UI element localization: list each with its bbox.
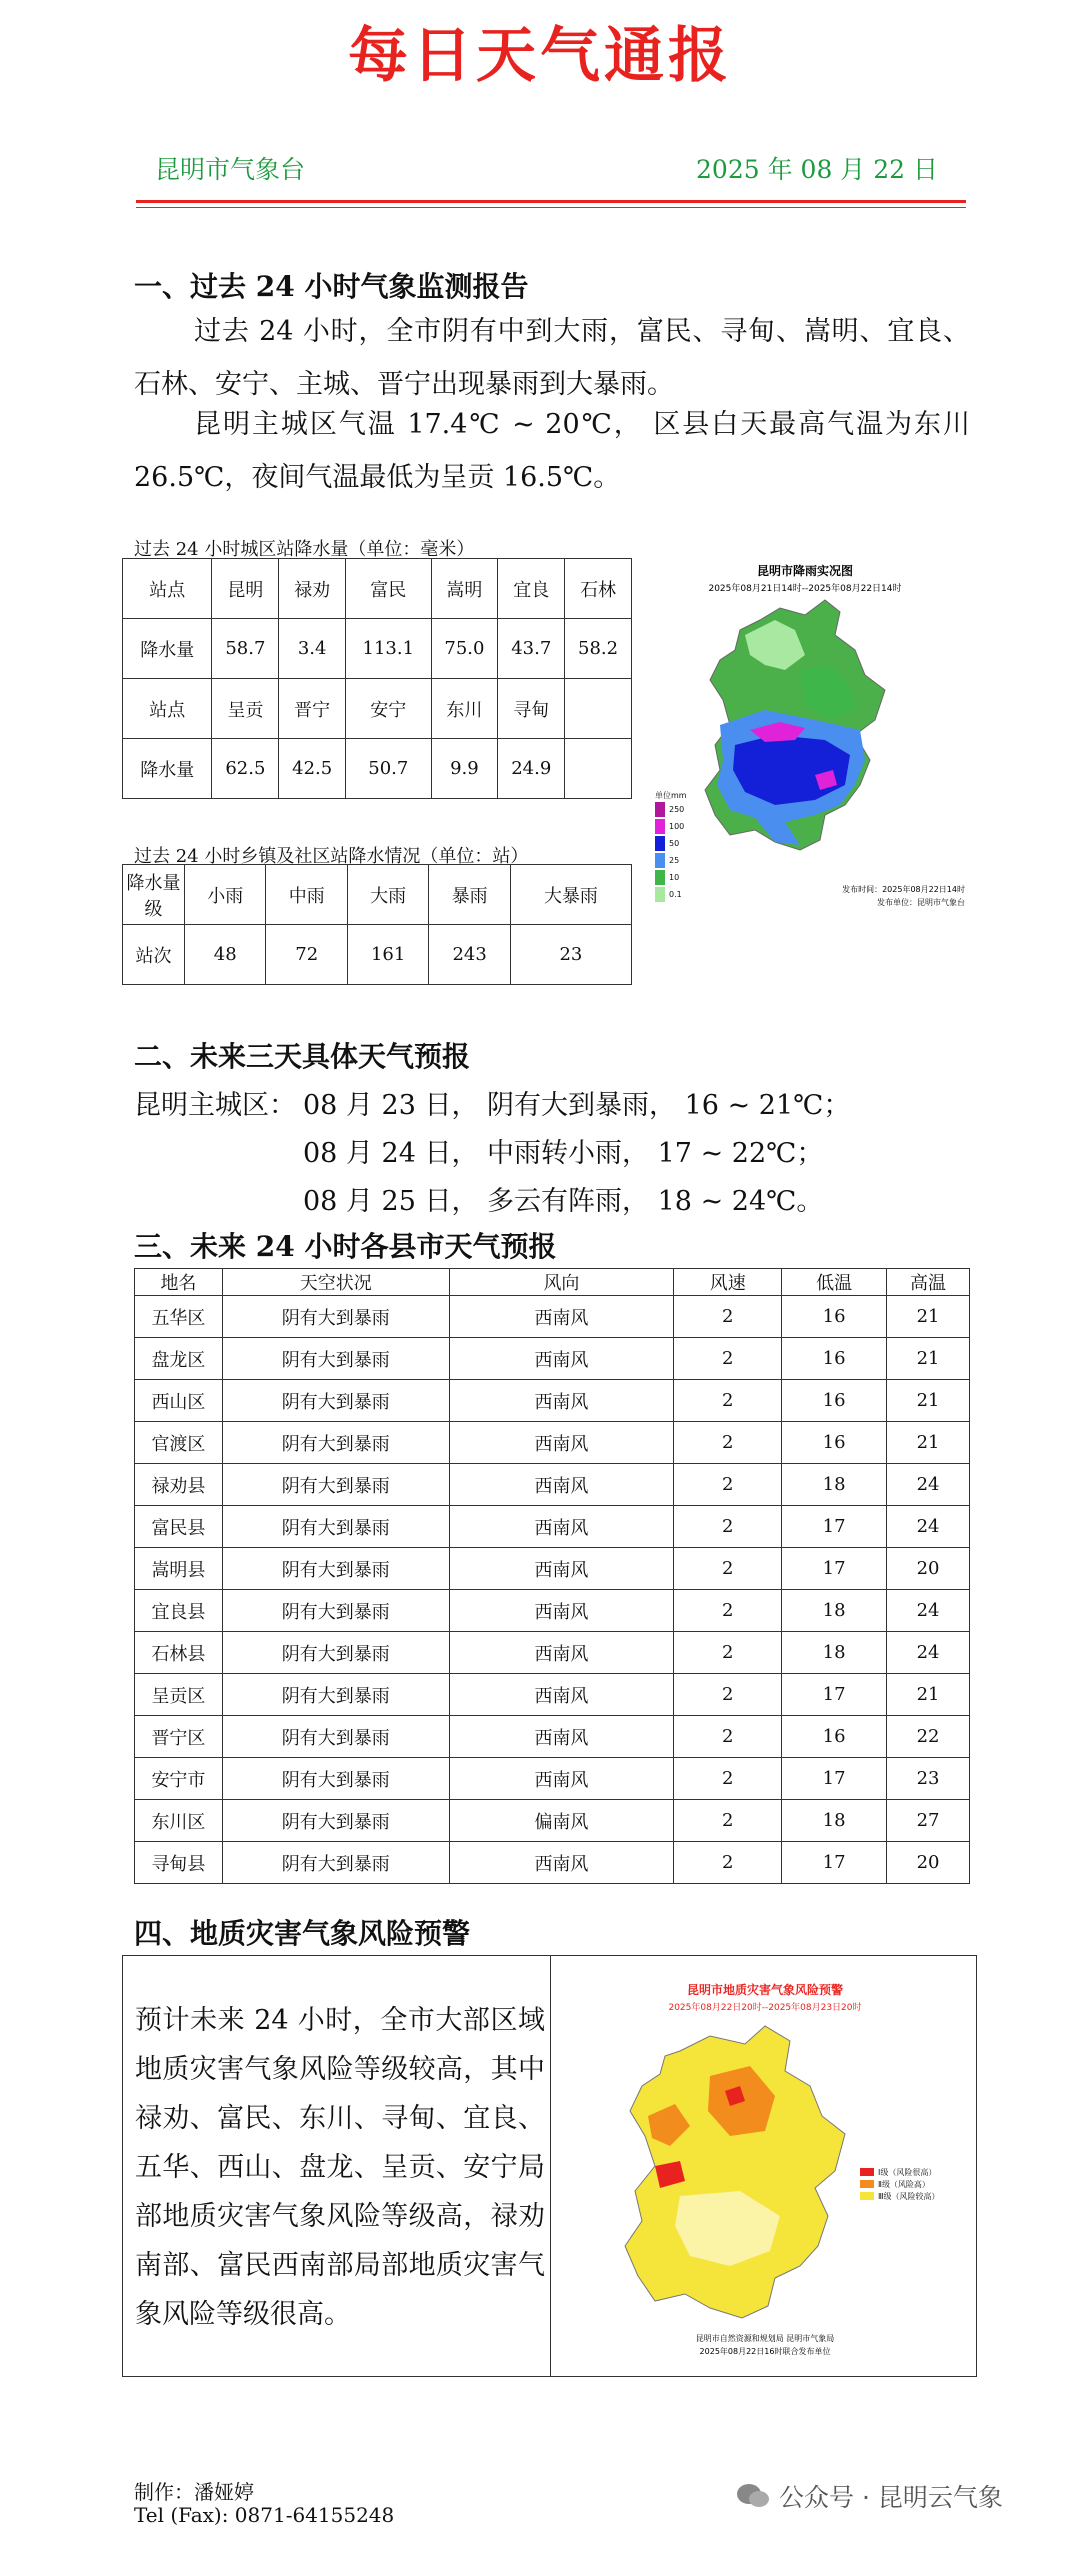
section3-heading: 三、未来 24 小时各县市天气预报 [134,1230,557,1263]
forecast-table-cell: 21 [887,1674,970,1716]
forecast-table-cell: 2 [674,1716,782,1758]
forecast-table-row [135,1716,970,1758]
forecast-table-row [135,1632,970,1674]
rain-legend-label: 250 [669,805,685,814]
rain-map-note-unit: 发布单位：昆明市气象台 [877,898,965,907]
forecast-table-cell: 2 [674,1758,782,1800]
forecast-table-cell: 安宁市 [135,1758,223,1800]
forecast-table-cell: 阴有大到暴雨 [222,1380,449,1422]
forecast-table-cell: 阴有大到暴雨 [222,1674,449,1716]
forecast-table-row [135,1842,970,1884]
rain-table-cell: 50.7 [346,739,431,799]
forecast-table-cell: 2 [674,1842,782,1884]
rain-table-cell: 站点 [123,679,212,739]
forecast-table-cell: 18 [782,1632,887,1674]
forecast-table-cell: 2 [674,1506,782,1548]
forecast-table-row [135,1380,970,1422]
header-rule-thin [136,207,966,208]
forecast-table-cell: 宜良县 [135,1590,223,1632]
forecast-table-cell: 嵩明县 [135,1548,223,1590]
forecast-table-cell: 2 [674,1380,782,1422]
wechat-icon [735,2482,771,2510]
rain-table-cell: 43.7 [498,619,565,679]
rain-map-period: 2025年08月21日14时--2025年08月22日14时 [708,584,902,594]
forecast-table-cell: 西南风 [449,1296,674,1338]
rain-legend-swatch [655,802,665,817]
forecast-table-cell: 16 [782,1380,887,1422]
forecast-table-cell: 阴有大到暴雨 [222,1842,449,1884]
forecast-table-cell: 27 [887,1800,970,1842]
forecast-table-cell: 西南风 [449,1632,674,1674]
rain-legend-swatch [655,819,665,834]
rain-grade-table [122,864,632,985]
warning-box-divider [550,1956,551,2376]
forecast-table-cell: 阴有大到暴雨 [222,1422,449,1464]
rain-legend-item [655,886,701,903]
rain-table-cell: 禄劝 [279,559,346,619]
forecast-table-cell: 禄劝县 [135,1464,223,1506]
rain-table-cell [565,739,632,799]
geohazard-map-period: 2025年08月22日20时--2025年08月23日20时 [668,2003,862,2013]
rain-table-cell: 62.5 [212,739,279,799]
rain-legend-item [655,801,701,818]
forecast-table-cell: 2 [674,1590,782,1632]
forecast-table-cell: 官渡区 [135,1422,223,1464]
rain-table-cell: 113.1 [346,619,431,679]
rain-table-cell: 75.0 [431,619,498,679]
section4-heading: 四、地质灾害气象风险预警 [134,1917,471,1950]
forecast-table-cell: 阴有大到暴雨 [222,1590,449,1632]
forecast-table-cell: 2 [674,1548,782,1590]
forecast-table-cell: 阴有大到暴雨 [222,1800,449,1842]
rain-table-cell: 3.4 [279,619,346,679]
forecast-table-cell: 17 [782,1674,887,1716]
section1-paragraph-1: 过去 24 小时，全市阴有中到大雨，富民、寻甸、嵩明、宜良、石林、安宁、主城、晋宁出现暴雨到大暴雨。 [134,316,970,400]
forecast-table-cell: 西南风 [449,1464,674,1506]
forecast-table-cell: 2 [674,1674,782,1716]
forecast-table-cell: 西南风 [449,1548,674,1590]
geohazard-legend-label: Ⅰ级（风险很高） [878,2167,937,2177]
forecast-table-cell: 20 [887,1548,970,1590]
rain-table-row [123,559,632,619]
forecast-table-cell: 24 [887,1590,970,1632]
forecast-table-cell: 17 [782,1842,887,1884]
forecast-table-row [135,1464,970,1506]
forecast-table-cell: 西南风 [449,1422,674,1464]
rain-table-cell: 58.2 [565,619,632,679]
geohazard-map-footnote-1: 昆明市自然资源和规划局 昆明市气象局 [695,2334,835,2343]
forecast-table-cell: 17 [782,1506,887,1548]
forecast-table-cell: 西南风 [449,1758,674,1800]
rain-table-cell: 降水量 [123,739,212,799]
forecast-table-cell: 石林县 [135,1632,223,1674]
rain-map-title: 昆明市降雨实况图 [756,564,854,578]
section1-heading: 一、过去 24 小时气象监测报告 [134,270,529,303]
rain-legend-title: 单位mm [655,791,687,800]
rain-legend-item [655,818,701,835]
forecast-table-header-cell: 天空状况 [222,1269,449,1296]
forecast-table-cell: 阴有大到暴雨 [222,1716,449,1758]
rain-table-cell: 42.5 [279,739,346,799]
forecast-table-cell: 西南风 [449,1590,674,1632]
forecast-table-cell: 阴有大到暴雨 [222,1758,449,1800]
rain-table-cell: 降水量 [123,619,212,679]
rain-table-cell: 富民 [346,559,431,619]
forecast-table-cell: 阴有大到暴雨 [222,1464,449,1506]
rain-legend-swatch [655,887,665,902]
forecast-table-cell: 16 [782,1296,887,1338]
forecast-table-cell: 18 [782,1590,887,1632]
forecast-table-cell: 21 [887,1296,970,1338]
forecast-table-cell: 盘龙区 [135,1338,223,1380]
forecast-table-row [135,1338,970,1380]
rain-table-cell: 嵩明 [431,559,498,619]
header-rule-thick [136,200,966,203]
issuing-org: 昆明市气象台 [155,155,306,184]
rain-table-row [123,739,632,799]
forecast-table-cell: 西南风 [449,1380,674,1422]
forecast-table-row [135,1548,970,1590]
grade-table-header-cell: 小雨 [185,865,266,925]
forecast-table-cell: 24 [887,1506,970,1548]
rain-table-cell: 24.9 [498,739,565,799]
issue-date: 2025 年 08 月 22 日 [696,155,938,184]
grade-table-cell: 72 [266,925,347,985]
geohazard-legend-label: Ⅱ级（风险高） [878,2179,930,2189]
section1-paragraph-2: 昆明主城区气温 17.4℃ ~ 20℃， 区县白天最高气温为东川 26.5℃，夜间气温最低为呈贡 16.5℃。 [134,409,970,493]
grade-table-cell: 243 [429,925,510,985]
grade-table-cell: 23 [510,925,631,985]
rain-legend-swatch [655,853,665,868]
forecast-table-cell: 2 [674,1338,782,1380]
rain-map [655,560,985,960]
report-title: 每日天气通报 [348,21,732,91]
forecast-table-header-cell: 高温 [887,1269,970,1296]
forecast-table-header-cell: 风速 [674,1269,782,1296]
geohazard-warning-text: 预计未来 24 小时，全市大部区域地质灾害气象风险等级较高，其中禄劝、富民、东川、寻甸、宜良、五华、西山、盘龙、呈贡、安宁局部地质灾害气象风险等级高，禄劝南部、富民西南部局部地质灾害气象风险等级很高。 [135,2005,545,2330]
forecast-table-cell: 东川区 [135,1800,223,1842]
geohazard-map [560,1966,970,2366]
forecast-table-cell: 21 [887,1422,970,1464]
rain-table-cell: 昆明 [212,559,279,619]
geohazard-legend-item [860,2166,940,2178]
forecast-table-cell: 2 [674,1800,782,1842]
geohazard-map-footnote-2: 2025年08月22日16时联合发布单位 [699,2347,831,2356]
rain-map-note-time: 发布时间：2025年08月22日14时 [842,885,965,894]
rain-table-cell: 58.7 [212,619,279,679]
geohazard-legend-swatch [860,2168,874,2176]
rain-legend-swatch [655,836,665,851]
rain-table-row [123,619,632,679]
forecast-table-cell: 24 [887,1632,970,1674]
forecast-day-2: 08 月 24 日， 中雨转小雨， 17 ~ 22℃； [303,1138,824,1169]
rain-legend-label: 50 [669,839,680,848]
geohazard-legend-item [860,2190,940,2202]
grade-table-header-cell: 大雨 [347,865,428,925]
forecast-table-row [135,1590,970,1632]
geohazard-legend-swatch [860,2180,874,2188]
rain-legend-label: 0.1 [669,890,682,899]
rain-table-cell: 晋宁 [279,679,346,739]
forecast-day-3: 08 月 25 日， 多云有阵雨， 18 ~ 24℃。 [303,1186,824,1217]
rain-legend-label: 100 [669,822,685,831]
wechat-watermark [735,2478,1003,2514]
forecast-table-cell: 16 [782,1422,887,1464]
forecast-day-1: 08 月 23 日， 阴有大到暴雨， 16 ~ 21℃； [303,1090,851,1121]
forecast-table-cell: 21 [887,1338,970,1380]
forecast-table-cell: 16 [782,1338,887,1380]
rain-table-cell: 站点 [123,559,212,619]
rain-table-cell: 东川 [431,679,498,739]
forecast-table-row [135,1296,970,1338]
rain-legend-item [655,869,701,886]
geohazard-legend-label: Ⅲ级（风险较高） [878,2191,940,2201]
grade-table-cell: 站次 [123,925,185,985]
forecast-table-row [135,1674,970,1716]
forecast-table-cell: 24 [887,1464,970,1506]
forecast-table-cell: 呈贡区 [135,1674,223,1716]
county-forecast-table [134,1268,970,1884]
rain-table-cell: 安宁 [346,679,431,739]
forecast-lead: 昆明主城区： [134,1090,296,1121]
forecast-table-row [135,1758,970,1800]
geohazard-legend [860,2166,940,2202]
forecast-table-cell: 22 [887,1716,970,1758]
forecast-table-cell: 西南风 [449,1842,674,1884]
rain-table-cell: 寻甸 [498,679,565,739]
forecast-table-cell: 20 [887,1842,970,1884]
forecast-table-cell: 2 [674,1422,782,1464]
grade-table-caption: 过去 24 小时乡镇及社区站降水情况（单位：站） [134,846,529,867]
rain-table-cell: 石林 [565,559,632,619]
geohazard-map-title: 昆明市地质灾害气象风险预警 [686,1983,844,1997]
forecast-table-cell: 西山区 [135,1380,223,1422]
forecast-table-cell: 西南风 [449,1338,674,1380]
wechat-account-name: 公众号 · 昆明云气象 [779,2483,1003,2512]
rain-table-row [123,679,632,739]
forecast-table-cell: 晋宁区 [135,1716,223,1758]
forecast-table-cell: 寻甸县 [135,1842,223,1884]
forecast-table-cell: 2 [674,1632,782,1674]
forecast-table-row [135,1506,970,1548]
forecast-table-cell: 阴有大到暴雨 [222,1506,449,1548]
forecast-table-cell: 18 [782,1464,887,1506]
forecast-table-cell: 17 [782,1758,887,1800]
rain-table-cell: 9.9 [431,739,498,799]
rain-legend-item [655,835,701,852]
forecast-table-cell: 五华区 [135,1296,223,1338]
rain-table-cell: 宜良 [498,559,565,619]
grade-table-header-cell: 暴雨 [429,865,510,925]
footer-tel: Tel (Fax): 0871-64155248 [134,2503,395,2527]
grade-table-cell: 161 [347,925,428,985]
rain-map-legend [655,790,701,903]
forecast-table-header-cell: 风向 [449,1269,674,1296]
forecast-table-cell: 阴有大到暴雨 [222,1338,449,1380]
forecast-table-cell: 阴有大到暴雨 [222,1632,449,1674]
section2-heading: 二、未来三天具体天气预报 [134,1040,471,1073]
forecast-table-header-cell: 低温 [782,1269,887,1296]
rain-legend-label: 10 [669,873,680,882]
forecast-table-cell: 17 [782,1548,887,1590]
rain-table-cell: 呈贡 [212,679,279,739]
forecast-table-cell: 西南风 [449,1674,674,1716]
forecast-table-cell: 16 [782,1716,887,1758]
forecast-table-cell: 阴有大到暴雨 [222,1296,449,1338]
rain-legend-item [655,852,701,869]
grade-table-header-cell: 中雨 [266,865,347,925]
forecast-table-cell: 西南风 [449,1506,674,1548]
forecast-table-cell: 西南风 [449,1716,674,1758]
forecast-table-cell: 21 [887,1380,970,1422]
geohazard-legend-item [860,2178,940,2190]
geohazard-warning-box [122,1955,977,2377]
grade-table-cell: 48 [185,925,266,985]
rain-table-cell [565,679,632,739]
grade-table-header-cell: 大暴雨 [510,865,631,925]
forecast-table-cell: 2 [674,1464,782,1506]
rain-legend-swatch [655,870,665,885]
rain-table-caption: 过去 24 小时城区站降水量（单位：毫米） [134,539,475,560]
forecast-table-cell: 23 [887,1758,970,1800]
forecast-table-header-cell: 地名 [135,1269,223,1296]
forecast-table-cell: 富民县 [135,1506,223,1548]
station-rain-table [122,558,632,799]
rain-legend-label: 25 [669,856,680,865]
forecast-table-cell: 阴有大到暴雨 [222,1548,449,1590]
forecast-table-cell: 2 [674,1296,782,1338]
forecast-table-cell: 18 [782,1800,887,1842]
geohazard-legend-swatch [860,2192,874,2200]
forecast-table-cell: 偏南风 [449,1800,674,1842]
forecast-table-row [135,1422,970,1464]
forecast-table-row [135,1800,970,1842]
footer-maker: 制作：潘娅婷 [134,2480,254,2504]
grade-table-header-cell: 降水量级 [123,865,185,925]
